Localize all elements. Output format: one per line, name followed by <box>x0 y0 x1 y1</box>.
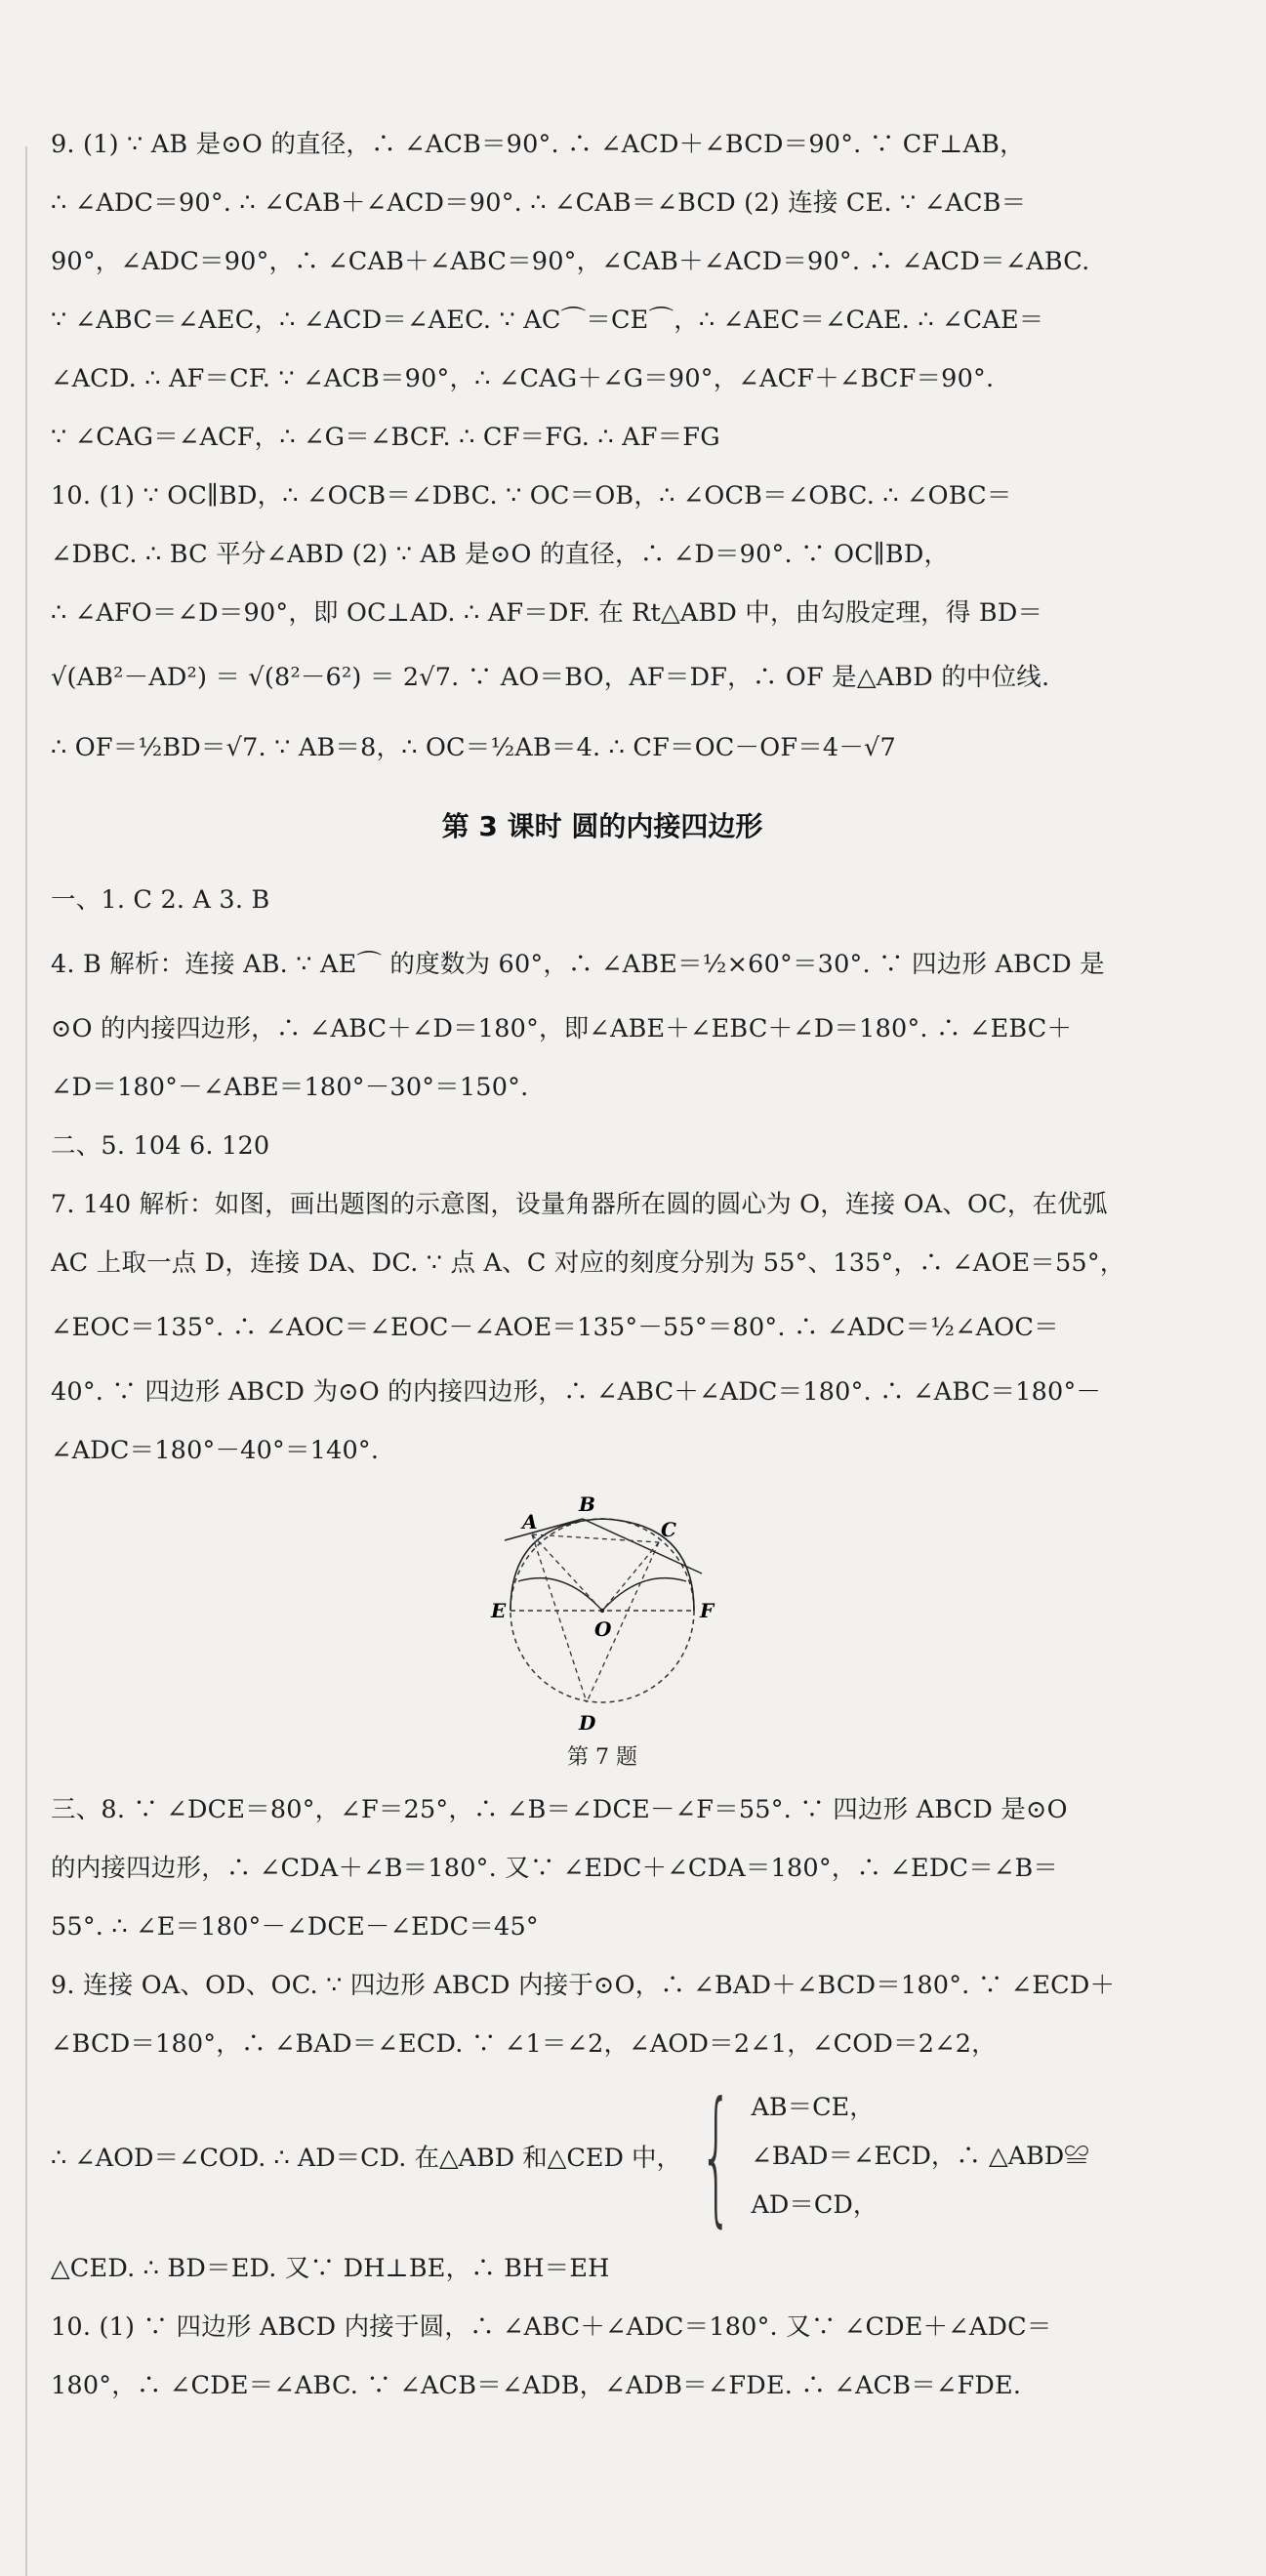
label-c: C <box>661 1518 676 1541</box>
text-line: 的内接四边形，∴ ∠CDA＋∠B＝180°. 又∵ ∠EDC＋∠CDA＝180°，∴ ∠EDC＝∠B＝ <box>51 1854 1059 1883</box>
text-line: 9. 连接 OA、OD、OC. ∵ 四边形 ABCD 内接于⊙O，∴ ∠BAD＋∠BCD＝180°. ∵ ∠ECD＋ <box>51 1971 1116 2000</box>
text-line: 90°，∠ADC＝90°，∴ ∠CAB＋∠ABC＝90°，∠CAB＋∠ACD＝90°. ∴ ∠ACD＝∠ABC. <box>51 247 1090 276</box>
text-line: ∴ OF＝½BD＝√7. ∵ AB＝8，∴ OC＝½AB＝4. ∴ CF＝OC－OF＝4－√7 <box>51 733 896 762</box>
text-line: ∠EOC＝135°. ∴ ∠AOC＝∠EOC－∠AOE＝135°－55°＝80°. ∴ ∠ADC＝½∠AOC＝ <box>51 1313 1059 1342</box>
segment-oa <box>532 1534 602 1611</box>
condition-item: AB＝CE， <box>751 2093 875 2122</box>
figure-caption: 第 7 题 <box>567 1745 637 1770</box>
condition-item: AD＝CD， <box>751 2190 878 2220</box>
condition-item: ∠BAD＝∠ECD，∴ △ABD≌ <box>751 2142 1089 2171</box>
text-line: 10. (1) ∵ 四边形 ABCD 内接于圆，∴ ∠ABC＋∠ADC＝180°. 又∵ ∠CDE＋∠ADC＝ <box>51 2312 1052 2342</box>
brace-conditions <box>751 2083 1088 2229</box>
text-line: 一、1. C 2. A 3. B <box>51 885 270 915</box>
text-line: 三、8. ∵ ∠DCE＝80°，∠F＝25°，∴ ∠B＝∠DCE－∠F＝55°. ∵ 四边形 ABCD 是⊙O <box>51 1795 1068 1824</box>
text-line: ⊙O 的内接四边形，∴ ∠ABC＋∠D＝180°，即∠ABE＋∠EBC＋∠D＝180°. ∴ ∠EBC＋ <box>51 1014 1073 1043</box>
text-line: 180°，∴ ∠CDE＝∠ABC. ∵ ∠ACB＝∠ADB，∠ADB＝∠FDE. ∴ ∠ACB＝∠FDE. <box>51 2371 1022 2400</box>
text-line: ∠D＝180°－∠ABE＝180°－30°＝150°. <box>51 1073 529 1102</box>
figure-7 <box>51 1484 1154 1777</box>
section-title: 第 3 课时 圆的内接四边形 <box>441 810 763 842</box>
text-line: 7. 140 解析：如图，画出题图的示意图，设量角器所在圆的圆心为 O，连接 OA、OC，在优弧 <box>51 1190 1108 1219</box>
text-line: △CED. ∴ BD＝ED. 又∵ DH⊥BE，∴ BH＝EH <box>51 2254 610 2283</box>
text-line: √(AB²－AD²) ＝ √(8²－6²) ＝ 2√7. ∵ AO＝BO，AF＝DF，∴ OF 是△ABD 的中位线. <box>51 663 1050 692</box>
text-line: 4. B 解析：连接 AB. ∵ AE⌒ 的度数为 60°，∴ ∠ABE＝½×60°＝30°. ∵ 四边形 ABCD 是 <box>51 950 1105 979</box>
answer-page <box>51 115 1154 2415</box>
text-line: 10. (1) ∵ OC∥BD，∴ ∠OCB＝∠DBC. ∵ OC＝OB，∴ ∠OCB＝∠OBC. ∴ ∠OBC＝ <box>51 481 1012 511</box>
label-b: B <box>579 1492 595 1516</box>
label-a: A <box>522 1510 538 1533</box>
text-line: ∠BCD＝180°，∴ ∠BAD＝∠ECD. ∵ ∠1＝∠2，∠AOD＝2∠1，∠COD＝2∠2， <box>51 2029 997 2059</box>
part4-block <box>51 2239 1154 2415</box>
text-line: ∴ ∠ADC＝90°. ∴ ∠CAB＋∠ACD＝90°. ∴ ∠CAB＝∠BCD (2) 连接 CE. ∵ ∠ACB＝ <box>51 188 1027 218</box>
page-margin-rule <box>25 146 27 2576</box>
text-line: AC 上取一点 D，连接 DA、DC. ∵ 点 A、C 对应的刻度分别为 55°、135°，∴ ∠AOE＝55°， <box>51 1248 1125 1278</box>
geometry-figure <box>475 1484 729 1739</box>
text-line: ∠DBC. ∴ BC 平分∠ABD (2) ∵ AB 是⊙O 的直径，∴ ∠D＝90°. ∵ OC∥BD， <box>51 540 950 569</box>
text-line: ∠ADC＝180°－40°＝140°. <box>51 1436 380 1465</box>
text-line: 二、5. 104 6. 120 <box>51 1131 270 1161</box>
text-line: ∠ACD. ∴ AF＝CF. ∵ ∠ACB＝90°，∴ ∠CAG＋∠G＝90°，∠ACF＋∠BCF＝90°. <box>51 364 995 393</box>
label-e: E <box>491 1599 507 1622</box>
left-brace: { <box>700 2071 733 2241</box>
part1-block <box>51 115 1154 783</box>
text-line: 55°. ∴ ∠E＝180°－∠DCE－∠EDC＝45° <box>51 1912 539 1942</box>
line-bc <box>583 1519 702 1574</box>
text-line: ∴ ∠AFO＝∠D＝90°，即 OC⊥AD. ∴ AF＝DF. 在 Rt△ABD 中，由勾股定理，得 BD＝ <box>51 598 1043 628</box>
segment-ac <box>532 1534 659 1542</box>
center-point <box>600 1609 604 1613</box>
brace-lead-text: ∴ ∠AOD＝∠COD. ∴ AD＝CD. 在△ABD 和△CED 中， <box>51 2144 682 2173</box>
part2-block <box>51 871 1154 1480</box>
label-d: D <box>579 1711 596 1735</box>
segment-oc <box>602 1542 659 1611</box>
part3-block <box>51 1780 1154 2073</box>
text-line: 9. (1) ∵ AB 是⊙O 的直径，∴ ∠ACB＝90°. ∴ ∠ACD＋∠BCD＝90°. ∵ CF⊥AB， <box>51 130 1025 159</box>
text-line: ∵ ∠ABC＝∠AEC，∴ ∠ACD＝∠AEC. ∵ AC⌒＝CE⌒，∴ ∠AEC＝∠CAE. ∴ ∠CAE＝ <box>51 306 1044 335</box>
text-line: 40°. ∵ 四边形 ABCD 为⊙O 的内接四边形，∴ ∠ABC＋∠ADC＝180°. ∴ ∠ABC＝180°－ <box>51 1377 1102 1407</box>
label-o: O <box>594 1617 612 1641</box>
congruence-brace-block <box>51 2073 1154 2239</box>
text-line: ∵ ∠CAG＝∠ACF，∴ ∠G＝∠BCF. ∴ CF＝FG. ∴ AF＝FG <box>51 423 720 452</box>
label-f: F <box>700 1599 715 1622</box>
inner-arc <box>518 1578 686 1611</box>
